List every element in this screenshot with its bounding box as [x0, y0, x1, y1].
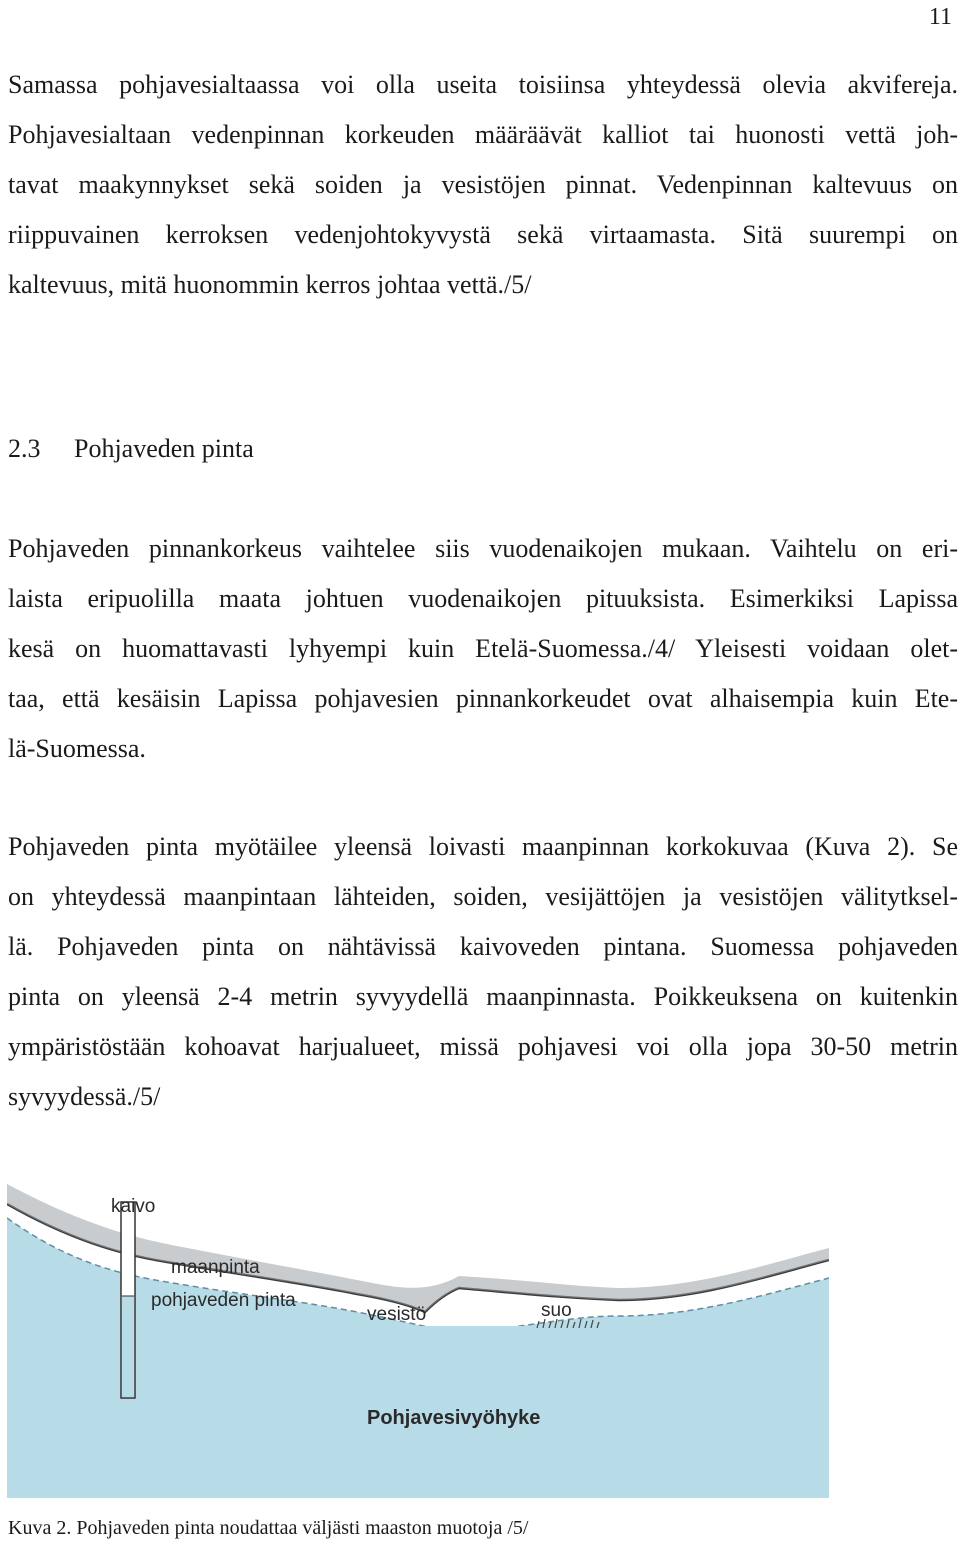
page-number: 11 [928, 4, 952, 30]
label-well: kaivo [111, 1196, 156, 1217]
label-water-table: pohjaveden pinta [151, 1290, 296, 1311]
label-ground-surface: maanpinta [171, 1257, 260, 1278]
label-water-body: vesistö [367, 1304, 427, 1325]
text-line: taa, että kesäisin Lapissa pohjavesien pinnankorkeudet ovat alhaisempia kuin Ete- [8, 684, 958, 713]
text-line: ympäristöstään kohoavat harjualueet, missä pohjavesi voi olla jopa 30-50 metrin [8, 1032, 958, 1061]
paragraph-water-table-surface [8, 822, 958, 1122]
well-shaft [121, 1202, 135, 1398]
text-line: pinta on yleensä 2-4 metrin syvyydellä maanpinnasta. Poikkeuksena on kuitenkin [8, 982, 958, 1011]
groundwater-figure [7, 1176, 829, 1498]
text-line: riippuvainen kerroksen vedenjohtokyvystä sekä virtaamasta. Sitä suurempi on [8, 220, 958, 249]
section-number: 2.3 [8, 434, 41, 463]
text-line: Samassa pohjavesialtaassa voi olla useita toisiinsa yhteydessä olevia akvifereja. [8, 70, 958, 99]
text-line: Pohjaveden pinnankorkeus vaihtelee siis vuodenaikojen mukaan. Vaihtelu on eri- [8, 534, 958, 563]
text-line: laista eripuolilla maata johtuen vuodenaikojen pituuksista. Esimerkiksi Lapissa [8, 584, 958, 613]
text-line: kaltevuus, mitä huonommin kerros johtaa vettä./5/ [8, 270, 532, 299]
text-line: lä. Pohjaveden pinta on nähtävissä kaivoveden pintana. Suomessa pohjaveden [8, 932, 958, 961]
text-line: Pohjaveden pinta myötäilee yleensä loivasti maanpinnan korkokuvaa (Kuva 2). Se [8, 832, 958, 861]
section-heading [8, 424, 254, 474]
text-line: tavat maakynnykset sekä soiden ja vesistöjen pinnat. Vedenpinnan kaltevuus on [8, 170, 958, 199]
label-aquifer-zone: Pohjavesivyöhyke [367, 1407, 541, 1429]
paragraph-aquifers [8, 60, 958, 310]
label-bog: suo [541, 1300, 572, 1321]
figure-caption: Kuva 2. Pohjaveden pinta noudattaa väljästi maaston muotoja /5/ [8, 1517, 529, 1539]
text-line: on yhteydessä maanpintaan lähteiden, soiden, vesijättöjen ja vesistöjen välitytksel- [8, 882, 958, 911]
text-line: lä-Suomessa. [8, 734, 146, 763]
section-title: Pohjaveden pinta [74, 434, 254, 463]
text-line: kesä on huomattavasti lyhyempi kuin Etelä-Suomessa./4/ Yleisesti voidaan olet- [8, 634, 958, 663]
text-line: Pohjavesialtaan vedenpinnan korkeuden määräävät kalliot tai huonosti vettä joh- [8, 120, 958, 149]
paragraph-seasonal-variation [8, 524, 958, 774]
text-line: syvyydessä./5/ [8, 1082, 161, 1111]
